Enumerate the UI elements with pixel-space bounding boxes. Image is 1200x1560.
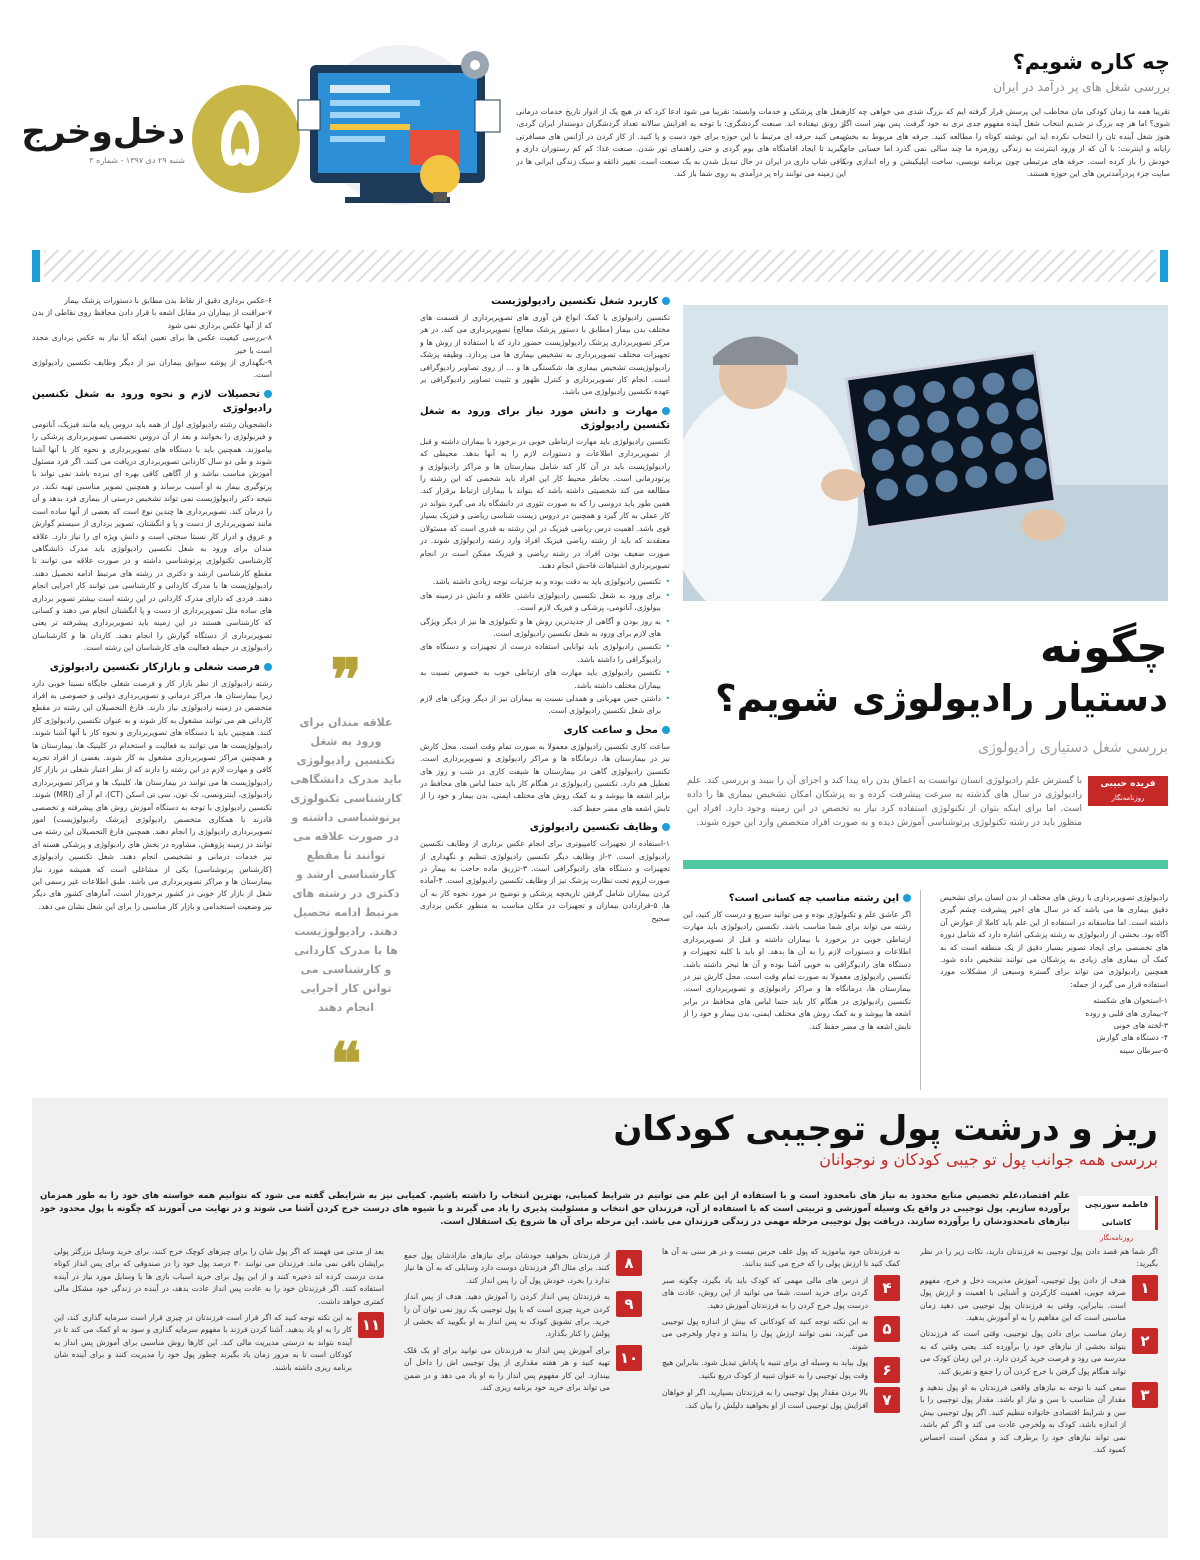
tip-item [662,1275,900,1312]
main-article-lead: با گسترش علم رادیولوژی انسان توانست به اعماق بدن راه پیدا کند و اجزای آن را ببیند و بررسی کند. علم رادیولوژی در سال های گذشته به سرعت پیشرفت کرده و به پزشکان امکان تشخیص بیماری ها را داده است. اما برای اینکه بتوان از تکنولوژی استفاده کرد نیاز به تخصص در این زمینه وجود دارد. افراد این منظور باید در رشته تکنولوژی پرتوشناسی آموزش دیده و به صورت افراد متخصص وارد این حوزه شوند. [687,776,1082,828]
tip-item [54,1312,384,1374]
bottom-author-role: روزنامه‌نگار [1099,1234,1134,1242]
tip-text: سعی کنید با توجه به نیازهای واقعی فرزندتان به او پول بدهید و مقدار آن متناسب با سن و نیاز او باشد. مقدار پول توجیبی را با سن و شرایط اقتصادی خانواده تنظیم کنید. اگر پول توجیبی بیش از اندازه باشد، کودک به ولخرجی عادت می کند و اگر کم باشد، نمی تواند نیازهای خود را برطرف کند و ممکن است احساس کمبود کند. [920,1383,1126,1455]
band-accent-left [32,250,40,282]
heading-bullet-icon [662,726,670,734]
bottom-col2 [662,1246,900,1536]
tip-number: ۱۰ [616,1345,642,1371]
main-article-title-line2: دستیار رادیولوژی شویم؟ [715,677,1168,720]
bottom-col1-intro: اگر شما هم قصد دادن پول توجیبی به فرزندتان دارید، نکات زیر را در نظر بگیرید: [920,1247,1158,1269]
tip-item [404,1345,642,1395]
tip-text: از فرزندتان بخواهید خودشان برای نیازهای مازادشان پول جمع کنند. برای مثال اگر فرزندتان دوست دارد وسایلی که به آن ها نیاز ندارد را بخرد، خودش پول آن را پس انداز کند. [404,1251,610,1285]
tip-text: به این نکته توجه کنید که کودکانی که بیش از اندازه پول توجیبی می گیرند، نمی توانند ارزش پول را بدانند و دچار ولخرجی می شوند. [662,1317,868,1351]
main-article-subtitle: بررسی شغل دستیاری رادیولوژی [978,740,1168,756]
bottom-col2-intro: به فرزندتان خود بیاموزید که پول علف خرس نیست و در هر سنی به آن ها کمک کنید تا ارزش پولی را که خرج می کنند بدانند. [662,1247,900,1269]
tip-number: ۳ [1132,1382,1158,1408]
bottom-col3 [404,1246,642,1536]
tip-number: ۹ [616,1291,642,1317]
col4-list-item: ۹-نگهداری از پوشه سوابق بیماران نیز از دیگر وظایف تکنسین رادیولوژی است. [32,358,272,380]
bottom-col1 [920,1246,1158,1536]
band-hatch [44,250,1156,282]
col2-heading: این رشته مناسب چه کسانی است؟ [683,892,911,906]
col4-heading-2: فرصت شغلی و بازارکار تکنسین رادیولوژی [32,661,272,675]
main-article-col1 [940,892,1168,1092]
heading-bullet-icon [662,823,670,831]
col4-list-item: ۶-عکس برداری دقیق از نقاط بدن مطابق با دستورات پزشک بیمار [64,296,272,305]
col3-bullet: • تکنسین رادیولوژی باید مهارت های ارتباطی خوب به خصوص نسبت به بیماران مختلف داشته باشد. [420,667,670,692]
author-badge [1088,776,1168,806]
tip-number: ۸ [616,1250,642,1276]
tip-item [662,1316,900,1353]
masthead [21,40,270,190]
tip-number: ۴ [874,1275,900,1301]
bottom-article-lead: علم اقتصاد،علم تخصیص منابع محدود به نیاز های نامحدود است و با استفاده از این علم می توانیم در شرایط کمیابی، بهترین انتخاب را داشته باشیم. کمیابی نیز به شرایطی گفته می شود که نتوانیم همه خواسته های خود را به طور همزمان برآورده سازیم. پول توجیبی در واقع یک وسیله آموزشی و تربیتی است که با استفاده از آن، فرزندان حق انتخاب و مسئولیت پذیری را یاد می گیرند و با شیوه های درست خرج کردن آشنا می شوند و در نهایت می آموزند که چگونه با پول محدود خود نیازهای نامحدودشان را برآورده سازند. دریافت پول توجیبی مرحله مهمی در زندگی فرزندان می باشد. این مرحله برای آن ها شروع یک استقلال است. [40,1191,1070,1227]
bottom-col4-intro: بعد از مدتی می فهمند که اگر پول شان را برای چیزهای کوچک خرج کنند، برای خرید وسایل بزرگتر پولی برایشان باقی نمی ماند. فرزندان می توانند ۳۰ درصد پول خود را در صندوقی که برای پس انداز کوتاه مدت درست کرده اند ذخیره کنند و از این پول برای خرید اسباب بازی ها یا وسایل مورد نیاز در آینده استفاده کنند. اگر فرزندتان خود را به عادت پس انداز عادت بدهد، در آینده در زندگی خود مشکل مالی کمتری خواهد داشت. [54,1247,384,1306]
col4-list-item: ۸-بررسی کیفیت عکس ها برای تعیین اینکه آیا نیاز به عکس برداری مجدد است یا خیر [32,333,272,355]
tip-text: از درس های مالی مهمی که کودک باید یاد بگیرد، چگونه صبر کردن برای خرید است. شما می توانید از این روش، عادت های درست پول خرج کردن را به فرزندتان آموزش دهید. [662,1275,868,1310]
bottom-article-subtitle: بررسی همه جوانب پول تو جیبی کودکان و نوجوانان [819,1150,1158,1169]
col3-text-3: ساعت کاری تکنسین رادیولوژی معمولا به صورت تمام وقت است. محل کارش نیز در بیمارستان ها، درمانگاه ها و مراکز رادیولوژی و تصویربرداری است. تکنسین رادیولوژی گاهی در بیمارستان ها شیفت کاری در شب و روز های تعطیل هم دارد. تکنسین رادیولوژی در هنگام کار باید حتما لباس های محافظ در برابر اشعه ها بپوشد و به کمک روش های مختلف ایمنی، بدن بیمار و خود را از تابش اشعه های مضر حفظ کند. [420,741,670,813]
col3-text-2: تکنسین رادیولوژی باید مهارت ارتباطی خوبی در برخورد با بیماران داشته و قبل از تصویربرداری اطلاعات و دستورات لازم را به آنها بدهد. محیطی که رادیولوژیست باید در آن کار کند شامل بیمارستان ها و مراکز رادیولوژی و پرتودرمانی است. بخاطر محیط کار این افراد باید شخصی که این رشته را مطالعه می کند شخصیتی داشته باشد که بتواند با بیماران ارتباط برقرار کند. همین طور باید دروسی را که به صورت تئوری در دانشگاه یاد می گیرد بتواند در کار عملی به کار گیرد و همچنین در دروس زیست شناسی ریاضی و فیزیک بسیار قوی باشد. اهمیت درس ریاضی فیزیک در این رشته به قدری است که مسئولان معتقدند که باید از رشته ریاضی فیزیک افراد وارد رشته رادیولوژی شوند. در صورت ضعیف بودن افراد در رشته ریاضی و فیزیک ممکن است در انجام تصویربرداری اشتباهات فاحش انجام دهند. [420,436,670,570]
col3-bullet: • تکنسین رادیولوژی باید توانایی استفاده درست از تجهیزات و دستگاه های رادیوگرافی را داشته باشد. [420,641,670,666]
tip-item [920,1328,1158,1378]
radiologist-photo [683,305,1168,601]
tip-text: بالا بردن مقدار پول توجیبی را به فرزندتان بسپارید. اگر او خواهان افزایش پول توجیبی است از او بخواهید دلیلش را بیان کند. [662,1388,868,1410]
tip-number: ۱۱ [358,1312,384,1338]
col3-bullet: • تکنسین رادیولوژی باید به دقت بوده و به جزئیات توجه زیادی داشته باشد. [420,576,670,588]
tip-text: به فرزندتان پس انداز کردن را آموزش دهید. هدف از پس انداز کردن خرید چیزی است که با پول توجیبی یک روز نمی توان آن را خرید. برای تشویق کودک به پس انداز به او بگویید که بخشی از پولش را کنار بگذارد. [404,1292,610,1339]
col3-heading-2: مهارت و دانش مورد نیاز برای ورود به شغل تکنسین رادیولوژی [420,405,670,431]
col4-text-2: رشته رادیولوژی از نظر بازار کار و فرصت شغلی جایگاه نسبتا خوبی دارد زیرا بیمارستان ها، مراکز درمانی و تصویربرداری دولتی و خصوصی به افراد متخصص در زمینه رادیولوژی نیاز دارند. فارغ التحصیلان این رشته در مقطع کاردانی هم می توانند مشغول به کار شوند و به عنوان تکنسین رادیولوژی کار کنند. همچنین باید با دستگاه های تصویربرداری و نحوه کار با آنها آشنا شوند. رادیولوژیست ها می توانند به فعالیت و استخدام در کلینیک ها، بیمارستان ها و همچنین مراکز تصویربرداری مشغول به کار شوند. بعضی از افراد تجربه کافی و مهارت لازم در این رشته را دارند که از نظر اعتبار شغلی در بازار کار رادیولوژیست ها می توانند در بیمارستان ها، کلینیک ها و مراکز تصویربرداری رادیولوژی، اینترونسی، تک تون، سی تی اسکن (CT)، ام آر آی (MRI) شوند. تکنسین رادیولوژی با توجه به دستگاه آموزش روش های پیشرفته و تخصصی قادرند با همکاری متخصص رادیولوژی (پزشک رادیولوژیست) امور تصویربرداری رادیولوژی را انجام دهند. همچنین فارغ التحصیلان این رشته می توانند در زمینه پژوهش، مشاوره در بخش های رادیولوژی و پزشکی هسته ای نیز خدمات درمانی و تشخیصی انجام دهند. شغل تکنسین رادیولوژی (کارشناس پرتوشناسی) یکی از مشاغلی است که همیشه مورد نیاز بیمارستان ها و مراکز تصویربرداری می باشد. طبق اطلاعات غیر رسمی این شغل از بازار کار خوبی در کشور برخوردار است. آمارهای کشور های دیگر نیز وضعیت استخدامی و بازار کار مناسبی را برای این شغل نشان می دهد. [32,678,272,911]
section-divider-band [32,250,1168,282]
col1-list-item: ۳-لخته های خونی [1113,1021,1168,1031]
page-number: ۵ [217,88,263,184]
author-name: فریده حبیبی [1100,779,1156,789]
heading-bullet-icon [903,894,911,902]
tip-number: ۲ [1132,1328,1158,1354]
brand-logo: دخل‌وخرج [21,112,185,152]
column-rule [920,890,921,1090]
heading-bullet-icon [264,390,272,398]
bottom-author-badge [1078,1196,1158,1242]
top-article-title: چه کاره شویم؟ [1012,50,1170,74]
quote-close-icon: ❝ [330,1030,362,1098]
tip-number: ۵ [874,1316,900,1342]
tip-text: زمان مناسب برای دادن پول توجیبی، وقتی است که فرزندتان بتواند بخشی از نیازهای خود را برآورده کند. یعنی وقتی که به مدرسه می رود و فرصت خرید کردن دارد. در این زمان کودک می تواند هنگام پول گرفتن با خرج کردن آن را جمع و تفریق کند. [920,1329,1126,1376]
col3-heading-1: کاربرد شغل تکنسین رادیولوژیست [420,295,670,309]
tip-item [662,1387,900,1413]
col3-heading-3: محل و ساعت کاری [420,724,670,738]
col4-list-item: ۷-مراقبت از بیماران در مقابل اشعه با قرار دادن محافظ روی نقاطی از بدن که از آنها عکس برداری نمی شود [32,308,272,330]
main-article-col4 [32,295,272,1095]
col2-text: اگر عاشق علم و تکنولوژی بوده و می توانید سریع و درست کار کنید، این رشته می تواند برای شما مناسب باشد. تکنسین رادیولوژی باید مهارت ارتباطی خوبی در برخورد با بیماران داشته و قبل از تصویربرداری اطلاعات و دستورات لازم را به آن ها بدهد. او باید با کلیه تجهیزات و دستگاه های رادیوگرافی به خوبی آشنا بوده و آن ها تبحر داشته باشد. تکنسین رادیولوژی معمولا به صورت تمام وقت است. محل کارش نیز در بیمارستان ها، درمانگاه ها و مراکز رادیولوژی و تصویربرداری است. تکنسین رادیولوژی در هنگام کار باید حتما لباس های محافظ در برابر اشعه ها بپوشد و به کمک روش های مختلف ایمنی، بدن بیمار و خود را از تابش اشعه ها ی مضر حفظ کند. [683,910,911,1031]
quote-text: علاقه مندان برای ورود به شغل تکنسین رادیولوژی باید مدرک دانشگاهی کارشناسی تکنولوژی پرتوشناسی داشته و در صورت علاقه می توانند تا مقطع کارشناسی ارشد و دکتری در رشته های مرتبط ادامه تحصیل دهند. رادیولوژیست ها با مدرک کاردانی و کارشناسی می توانن کار اجرایی انجام دهند [290,716,402,1014]
col1-intro: رادیولوژی تصویربرداری با روش های مختلف از بدن انسان برای تشخیص دقیق بیماری ها می باشد که در سال های اخیر پیشرفت چشم گیری داشته است. اما متاسفانه در استفاده از این علم باید کاملا از عوارض آن آگاه بود. بخشی از رادیولوژی به رشته پزشکی اشاره دارد که شامل دوره های تخصصی برای ایجاد تصویر بسیار دقیق از یک منطقه است که به کمک آن بیماری های زیادی به پزشکان می توانند تشخیص داده شود. همچنین رادیولوژی می تواند برای گستره وسیعی از مشکلات مورد استفاده قرار می گیرد از جمله: [940,893,1168,989]
col3-bullet: • به روز بودن و آگاهی از جدیدترین روش ها و تکنولوژی ها نیز از دیگر ویژگی های لازم برای ورود به شغل تکنسین رادیولوژی است. [420,616,670,641]
top-article-column-right: تقریبا همه ما زمان کودکی مان مخاطب این پرسش قرار گرفته ایم که بزرگ شدی می خواهی چه کاره شوی؟ اما هر چه بزرگ تر شدیم انتخاب شغل آینده مفهوم جدی تری به خود گرفت. پس بهتر است اگر هنوز شغل آینده تان را انتخاب نکرده اید این نوشته کوتاه را مطالعه کنید. حرفه های مربوط به بخش رایانه و اینترنت: با آن که از ورود اینترنت به زندگی روزمره ما چند سالی نمی گذرد اما حسابی جای خودش را باز کرده است. حرفه های مرتبطی چون برنامه نویسی، ساخت اپلیکیشن و راه اندازی وب سایت جزء پردرآمدترین های این حوزه هستند. [842,107,1170,179]
main-article-col2 [683,892,911,1092]
tip-number: ۶ [874,1357,900,1383]
tip-text: به این نکته توجه کنید که اگر قرار است فرزندتان در چیزی قرار است سرمایه گذاری کند، این کار را به او یاد بدهید. آشنا کردن فرزند با مفهوم سرمایه گذاری و سود به او کمک می کند تا در آینده بتواند به درستی مدیریت مالی کند. این کارها روش مناسبی برای آموزش پس انداز به کودکان است تا به مرور زمان یاد بگیرند چطور پول خود را مدیریت کنند و برای آینده شان برنامه ریزی داشته باشند. [54,1313,352,1372]
col1-list-item: ۴- دستگاه های گوارش [1096,1033,1168,1043]
issue-date: شنبه ۲۹ دی ۱۳۹۷ - شماره ۳ [89,156,185,165]
main-article-col3 [420,295,670,1095]
top-article-subtitle: بررسی شغل های پر درآمد در ایران [993,80,1170,94]
quote-open-icon: ❞ [330,646,362,714]
tip-item [404,1250,642,1287]
col4-heading-1: تحصیلات لازم و نحوه ورود به شغل تکنسین رادیولوژی [32,388,272,414]
lead-underline [683,860,1168,869]
tip-text: هدف از دادن پول توجیبی، آموزش مدیریت دخل و خرج، مفهوم صرفه جویی، اهمیت کارکردن و آشنایی با اهمیت و ارزش پول است. بنابراین، وقتی به فرزندتان پول توجیبی می دهید زمان مناسبی است که این مفاهیم را به او آموزش بدهید. [920,1275,1126,1323]
col4-text-1: دانشجویان رشته رادیولوژی اول از همه باید دروس پایه مانند فیزیک، آناتومی و فیزیولوژی را بخوانند و بعد از آن دروس تخصصی تصویربرداری پزشکی را بیاموزند. همچنین باید با دستگاه های تصویربرداری و نحوه کار با آنها آشنا شوند و طی دو سال کاردانی تصویربرداری دریافت می کنند. اگر فرد مسئول آموزش مناسب نباشد و از آگاهی کافی بهره ای نبرده باشد نمی تواند با پرتوگیری بیمار به او آسیب برساند و همچنین تصویر مناسبی تهیه نکند. در نتیجه دکتر رادیولوژیست نمی تواند تشخیص درستی از بیماری فرد بدهد و آن را درمان کند. تصویربرداری ها چندین نوع است که بعضی از آنها ساده است مانند تصویربرداری از دست و پا و انگشتان، تصویر برداری از سیستم گوارش و عروق و ادرار کار نسبتا سختی است و دانش ویژه ای را نیاز دارد. علاقه مندان برای ورود به شغل تکنسین رادیولوژی باید مدرک دانشگاهی کارشناسی تکنولوژی پرتوشناسی داشته و در صورت علاقه می توانند تا مقطع کارشناسی ارشد و دکتری در رشته های مرتبط ادامه تحصیل دهند. رادیولوژیست ها با مدرک کاردانی و کارشناسی می توانند کار اجرایی انجام دهند. فردی که دارای مدرک کاردانی در این رشته است بیشتر تصویر برداری های ساده مثل تصویربرداری از دست و پا انگشتان انجام می دهند و کسانی که کارشناسی هستند در این زمینه باید تصویربرداری پیشرفته تر یعنی تصویربرداری از دستگاه گوارش را انجام دهند. کاردان ها و کارشناسان رادیولوژی در حیطه فعالیت های کارشناسان این رشته است. [32,419,272,653]
heading-bullet-icon [662,297,670,305]
col3-heading-4: وظایف تکنسین رادیولوژی [420,821,670,835]
heading-bullet-icon [662,407,670,415]
bottom-author-name: فاطمه سوزنچی کاشانی [1084,1200,1149,1227]
bottom-article-title: ریز و درشت پول توجیبی کودکان [613,1109,1158,1149]
tip-number: ۱ [1132,1275,1158,1301]
main-article-title-line1: چگونه [1039,622,1168,673]
top-article-column-left: شغل های پزشکی و خدمات وابسته: تقریبا می شود ادعا کرد که در هیچ یک از ادوار تاریخ خدمات درمانی از رونق نیفتاده اند. صنعت گردشگری: با توجه به افزایش سالانه تعداد گردشگران دوستدار ایران گردی، سعی کنید حرفه ای مرتبط با این حوزه برای خود دست و پا کنید. از کار کردن در آژانس های مسافرتی بگیرید تا ایجاد اقامتگاه های بوم گردی و حتی راهنمای تور شدن. صنعت غذا: کم کم رستوران داری و کافی شاپ داری در ایران در حال تبدیل شدن به یک صنعت است. تغییر ذائقه و سبک زندگی ایرانی ها در این زمینه می توانند راه پر درآمدی به روی شما باز کند. [516,107,846,179]
col3-bullet: • برای ورود به شغل تکنسین رادیولوژی داشتن علاقه و دانش در زمینه های بیولوژی، آناتومی، پزشکی و فیزیک لازم است. [420,590,670,615]
pull-quote [290,646,402,1098]
band-accent-right [1160,250,1168,282]
col1-list-item: ۵-سرطان سینه [1119,1045,1168,1055]
bottom-col4 [54,1246,384,1536]
author-role: روزنامه‌نگار [1111,794,1145,802]
tip-item [404,1291,642,1341]
tip-text: پول بیاید به وسیله ای برای تنبیه یا پاداش تبدیل شود. بنابراین هیچ وقت پول توجیبی را به عنوان تنبیه از کودک دریغ نکنید. [662,1358,868,1380]
col3-text-1: تکنسین رادیولوژی با کمک انواع فن آوری های تصویربرداری از قسمت های مختلف بدن بیمار (مطابق با دستور پزشک معالج) تصویربرداری می کند. در هر مرکز تصویربرداری پزشک رادیولوژیست حضور دارد که با استفاده از روش ها و تجهیزات مختلف تصویربرداری به تشخیص بیماری ها می پردازد. وظیفه پزشک رادیولوژیست تشخیص بیماری ها، شکستگی ها و ... از روی تصاویر رادیوگرافی است. انجام کار تصویربرداری و کنترل ظهور و تثبیت تصاویر رادیوگرافی بر عهده تکنسین رادیولوژی می باشد. [420,313,670,397]
col3-bullet: • داشتن حس مهربانی و همدلی نسبت به بیماران نیز از دیگر ویژگی های لازم برای شغل تکنسین رادیولوژی است. [420,693,670,718]
tip-item [920,1382,1158,1456]
tip-item [662,1357,900,1383]
tip-text: برای آموزش پس انداز به فرزندتان می توانید برای او یک قلک تهیه کنید و هر هفته مقداری از پول توجیبی اش را داخل آن بیندازد. این کار مفهوم پس انداز را به او یاد می دهد و در ضمن می تواند برای خرید خود برنامه ریزی کند. [404,1345,610,1393]
heading-bullet-icon [264,663,272,671]
web-development-illustration [290,40,515,215]
tip-number: ۷ [874,1387,900,1413]
tip-item [920,1275,1158,1325]
col1-list-item: ۲-بیماری های قلبی و روده [1085,1008,1168,1018]
col1-list-item: ۱-استخوان های شکسته [1093,996,1168,1006]
col3-text-4: ۱-استفاده از تجهیزات کامپیوتری برای انجام عکس برداری از وظایف تکنسین رادیولوژی است. ۲-از وظایف دیگر تکنسین رادیولوژی تنظیم و نگهداری از تجهیزات و دستگاه های رادیوگرافی است. ۳-تزریق ماده حاجب به بیمار در صورت لزوم تحت نظارت پزشک نیز از وظایف تکنسین رادیولوژی است. ۴-آماده کردن بیماران شامل گرفتن تاریخچه پزشکی و توضیح در مورد نحوه کار به آن ها. ۵-قراردادن بیماران و تجهیزات در مکان مناسب به منظور عکس برداری صحیح [420,839,670,923]
